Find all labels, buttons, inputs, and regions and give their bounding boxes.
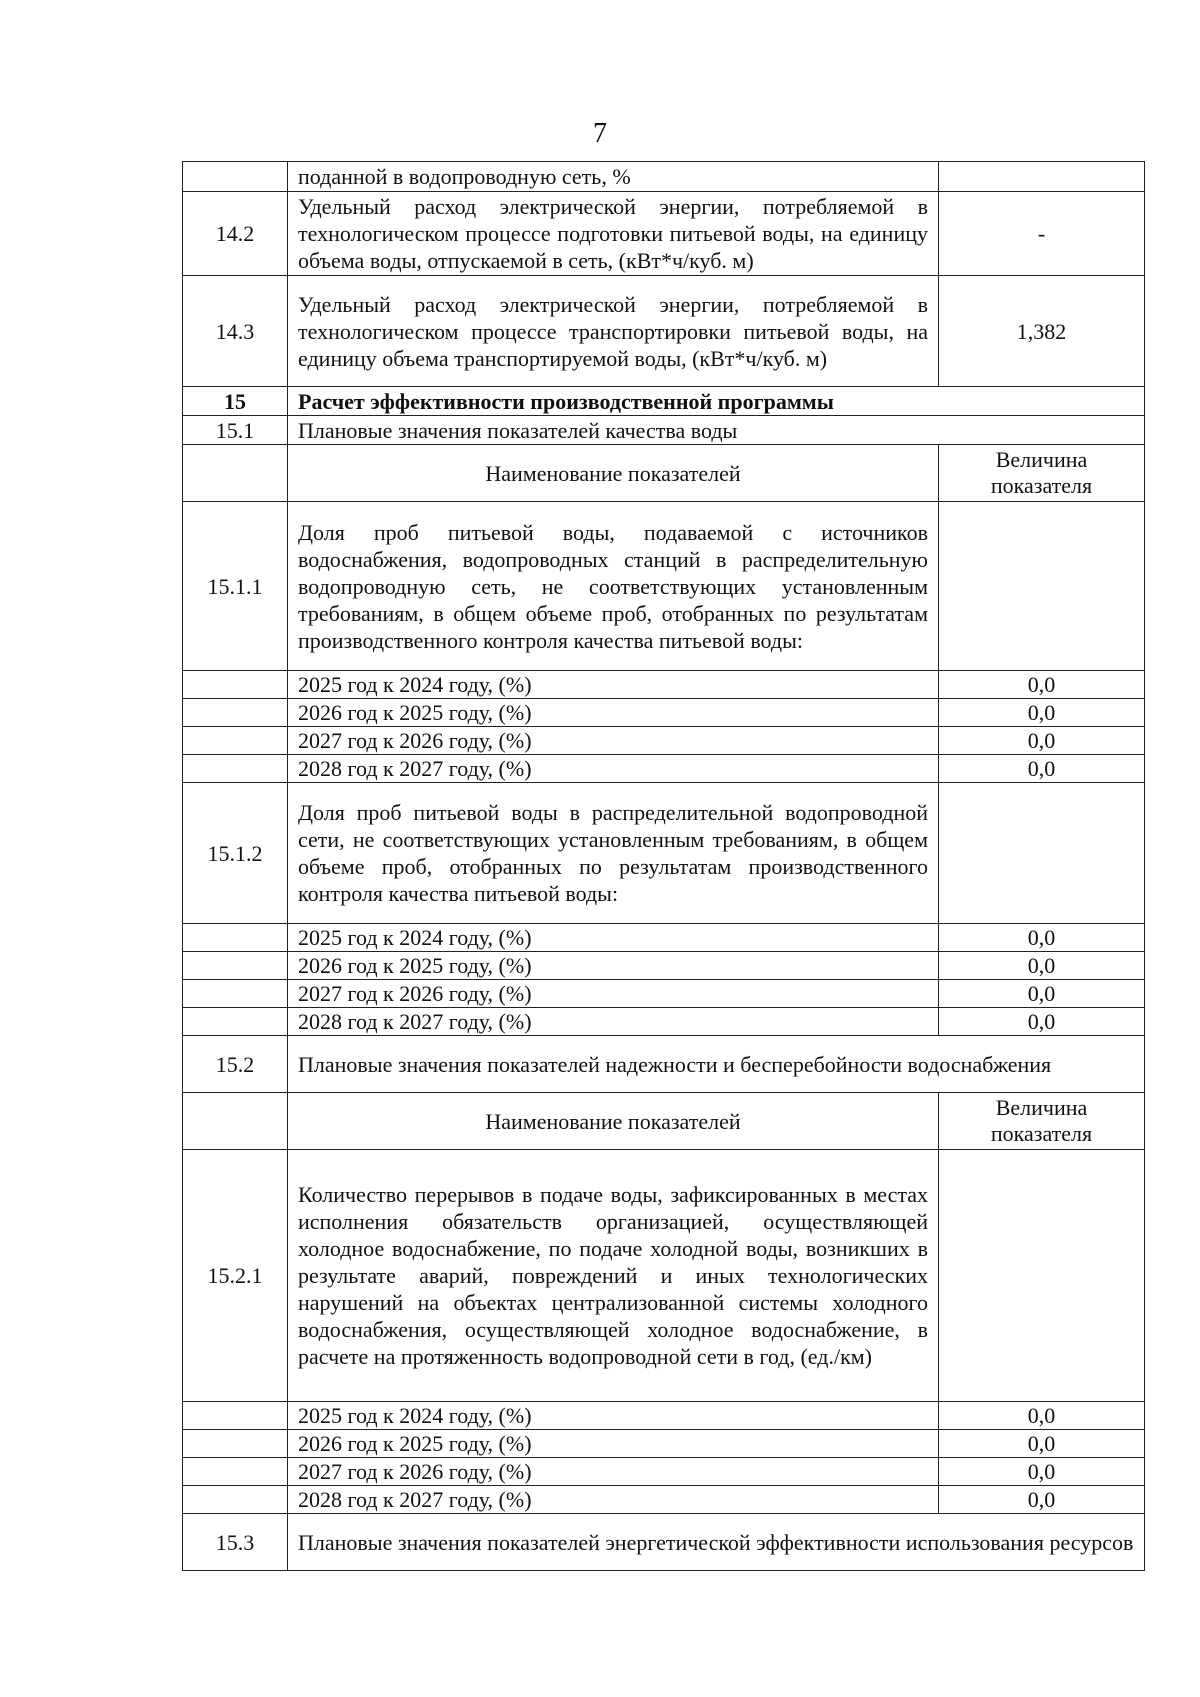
year-value: 0,0: [939, 924, 1145, 952]
row-number: 15.2.1: [183, 1150, 288, 1402]
subsection-title: Плановые значения показателей энергетической эффективности использования ресурсов: [288, 1514, 1145, 1571]
subsection-row: [183, 416, 1145, 445]
year-label: 2026 год к 2025 году, (%): [288, 1430, 939, 1458]
subsection-title: Плановые значения показателей надежности и бесперебойности водоснабжения: [288, 1036, 1145, 1093]
section-title: Расчет эффективности производственной программы: [288, 387, 1145, 416]
header-row: [183, 445, 1145, 502]
year-label: 2028 год к 2027 году, (%): [288, 1486, 939, 1514]
year-label: 2028 год к 2027 году, (%): [288, 1008, 939, 1036]
year-row: [183, 952, 1145, 980]
year-value: 0,0: [939, 952, 1145, 980]
row-value: [939, 1150, 1145, 1402]
year-row: [183, 755, 1145, 783]
column-header-value: Величина показателя: [939, 1093, 1145, 1150]
year-row: [183, 1486, 1145, 1514]
year-value: 0,0: [939, 1458, 1145, 1486]
header-row: [183, 1093, 1145, 1150]
year-value: 0,0: [939, 1008, 1145, 1036]
row-text: Доля проб питьевой воды, подаваемой с источников водоснабжения, водопроводных станций в распределительную водопроводную сеть, не соответствующих установленным требованиям, в общем объеме проб, отобранных по результатам производственного контроля качества питьевой воды:: [288, 502, 939, 671]
year-row: [183, 1430, 1145, 1458]
subsection-row: [183, 1036, 1145, 1093]
row-text: Удельный расход электрической энергии, потребляемой в технологическом процессе подготовки питьевой воды, на единицу объема воды, отпускаемой в сеть, (кВт*ч/куб. м): [288, 192, 939, 276]
year-value: 0,0: [939, 699, 1145, 727]
row-value: 1,382: [939, 276, 1145, 387]
year-row: [183, 671, 1145, 699]
year-label: 2027 год к 2026 году, (%): [288, 980, 939, 1008]
production-program-table: [182, 161, 1145, 1571]
year-value: 0,0: [939, 671, 1145, 699]
year-value: 0,0: [939, 1486, 1145, 1514]
year-label: 2026 год к 2025 году, (%): [288, 952, 939, 980]
year-row: [183, 1458, 1145, 1486]
row-value: [939, 162, 1145, 192]
year-label: 2027 год к 2026 году, (%): [288, 1458, 939, 1486]
table-row: [183, 1150, 1145, 1402]
row-number: 14.3: [183, 276, 288, 387]
page-number: 7: [593, 118, 607, 149]
year-label: 2025 год к 2024 году, (%): [288, 924, 939, 952]
table-row: [183, 192, 1145, 276]
subsection-row: [183, 1514, 1145, 1571]
subsection-number: 15.2: [183, 1036, 288, 1093]
row-value: [939, 783, 1145, 924]
row-number: 15.1.2: [183, 783, 288, 924]
row-number: 14.2: [183, 192, 288, 276]
year-row: [183, 980, 1145, 1008]
subsection-title: Плановые значения показателей качества воды: [288, 416, 1145, 445]
row-value: [939, 502, 1145, 671]
year-row: [183, 1008, 1145, 1036]
year-row: [183, 1402, 1145, 1430]
row-number: 15.1.1: [183, 502, 288, 671]
year-label: 2026 год к 2025 году, (%): [288, 699, 939, 727]
table-row: [183, 162, 1145, 192]
year-row: [183, 924, 1145, 952]
year-value: 0,0: [939, 727, 1145, 755]
row-number: [183, 162, 288, 192]
row-text: Количество перерывов в подаче воды, зафиксированных в местах исполнения обязательств организацией, осуществляющей холодное водоснабжение, по подаче холодной воды, возникших в результате аварий, повреждений и иных технологических нарушений на объектах централизованной системы холодного водоснабжения, осуществляющей холодное водоснабжение, в расчете на протяженность водопроводной сети в год, (ед./км): [288, 1150, 939, 1402]
year-label: 2027 год к 2026 году, (%): [288, 727, 939, 755]
row-text: поданной в водопроводную сеть, %: [288, 162, 939, 192]
row-value: -: [939, 192, 1145, 276]
table-row: [183, 276, 1145, 387]
year-value: 0,0: [939, 1402, 1145, 1430]
year-row: [183, 727, 1145, 755]
table-row: [183, 783, 1145, 924]
year-label: 2028 год к 2027 году, (%): [288, 755, 939, 783]
column-header-name: Наименование показателей: [288, 1093, 939, 1150]
section-row: [183, 387, 1145, 416]
year-value: 0,0: [939, 980, 1145, 1008]
section-number: 15: [183, 387, 288, 416]
row-text: Удельный расход электрической энергии, потребляемой в технологическом процессе транспортировки питьевой воды, на единицу объема транспортируемой воды, (кВт*ч/куб. м): [288, 276, 939, 387]
year-label: 2025 год к 2024 году, (%): [288, 1402, 939, 1430]
row-text: Доля проб питьевой воды в распределительной водопроводной сети, не соответствующих установленным требованиям, в общем объеме проб, отобранных по результатам производственного контроля качества питьевой воды:: [288, 783, 939, 924]
subsection-number: 15.3: [183, 1514, 288, 1571]
column-header-value: Величина показателя: [939, 445, 1145, 502]
column-header-name: Наименование показателей: [288, 445, 939, 502]
year-label: 2025 год к 2024 году, (%): [288, 671, 939, 699]
subsection-number: 15.1: [183, 416, 288, 445]
table-row: [183, 502, 1145, 671]
year-row: [183, 699, 1145, 727]
year-value: 0,0: [939, 755, 1145, 783]
year-value: 0,0: [939, 1430, 1145, 1458]
